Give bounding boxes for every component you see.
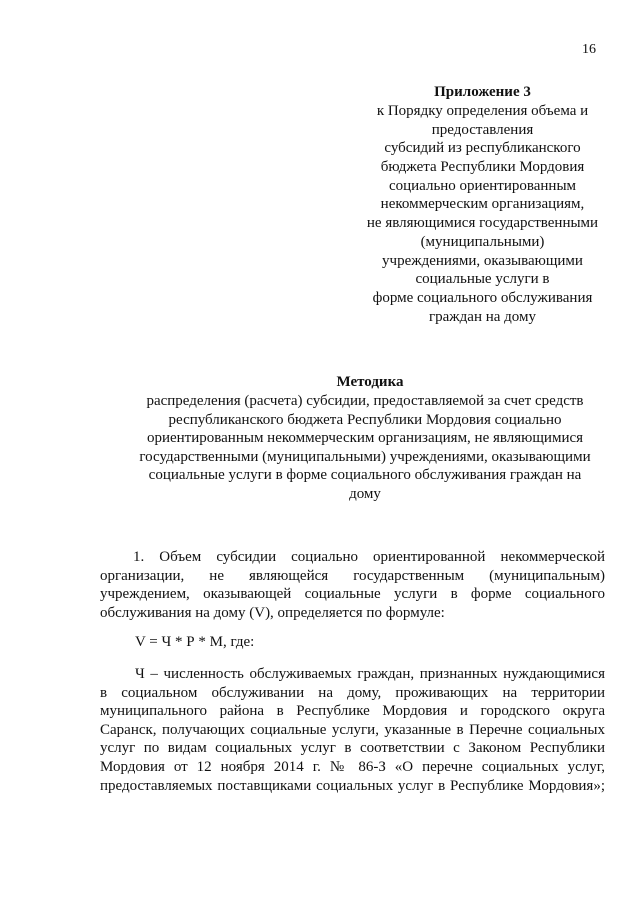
paragraph-line: Мордовия от 12 ноября 2014 г. № 86-З «О перечне социальных услуг,	[100, 758, 605, 775]
paragraph-line: муниципального района в Республике Мордовия и городского округа	[100, 703, 605, 720]
paragraph-line: Саранск, получающих социальные услуги, указанные в Перечне социальных	[100, 721, 605, 738]
appendix-line: бюджета Республики Мордовия	[380, 159, 585, 176]
formula: V = Ч * Р * М, где:	[135, 634, 255, 650]
page-number: 16	[582, 42, 596, 57]
paragraph-1	[100, 548, 605, 622]
methodology-line: ориентированным некоммерческим организациям, не являющимися	[146, 430, 584, 447]
appendix-line: (муниципальными)	[420, 233, 545, 250]
methodology-title: Методика	[336, 374, 404, 390]
appendix-line: не являющимися государственными	[366, 215, 599, 232]
methodology-line: республиканского бюджета Республики Мордовия социально	[168, 411, 562, 428]
paragraph-line: 1. Объем субсидии социально ориентированной некоммерческой	[133, 549, 605, 565]
appendix-line: граждан на дому	[428, 308, 536, 325]
methodology-block	[120, 372, 610, 504]
methodology-line: социальные услуги в форме социального обслуживания граждан на	[148, 467, 582, 484]
paragraph-line: обслуживания на дому (V), определяется по формуле:	[100, 604, 445, 621]
methodology-line: распределения (расчета) субсидии, предоставляемой за счет средств	[146, 393, 584, 409]
appendix-line: субсидий из республиканского	[384, 140, 581, 157]
paragraph-line: Ч – численность обслуживаемых граждан, признанных нуждающимися	[135, 666, 605, 682]
paragraph-line: в социальном обслуживании на дому, проживающих на территории	[100, 684, 605, 701]
appendix-line: социальные услуги в	[415, 271, 550, 288]
appendix-title: Приложение 3	[434, 84, 531, 100]
appendix-line: форме социального обслуживания	[372, 289, 593, 306]
paragraph-2	[100, 665, 605, 795]
appendix-line: к Порядку определения объема и	[376, 103, 589, 119]
paragraph-line: учреждением, оказывающей социальные услуги в форме социального	[100, 586, 605, 603]
paragraph-line: организации, не являющейся государственным (муниципальным)	[100, 567, 605, 584]
methodology-line: дому	[349, 485, 381, 502]
methodology-line: государственными (муниципальными) учреждениями, оказывающими	[139, 448, 591, 465]
appendix-line: предоставления	[431, 121, 534, 138]
paragraph-line: услуг по видам социальных услуг в соответствии с Законом Республики	[100, 740, 605, 757]
appendix-line: учреждениями, оказывающими	[382, 252, 583, 269]
paragraph-line: предоставляемых поставщиками социальных услуг в Республике Мордовия»;	[100, 777, 605, 794]
appendix-block	[330, 82, 635, 326]
appendix-line: некоммерческим организациям,	[380, 196, 585, 213]
appendix-line: социально ориентированным	[388, 177, 577, 194]
